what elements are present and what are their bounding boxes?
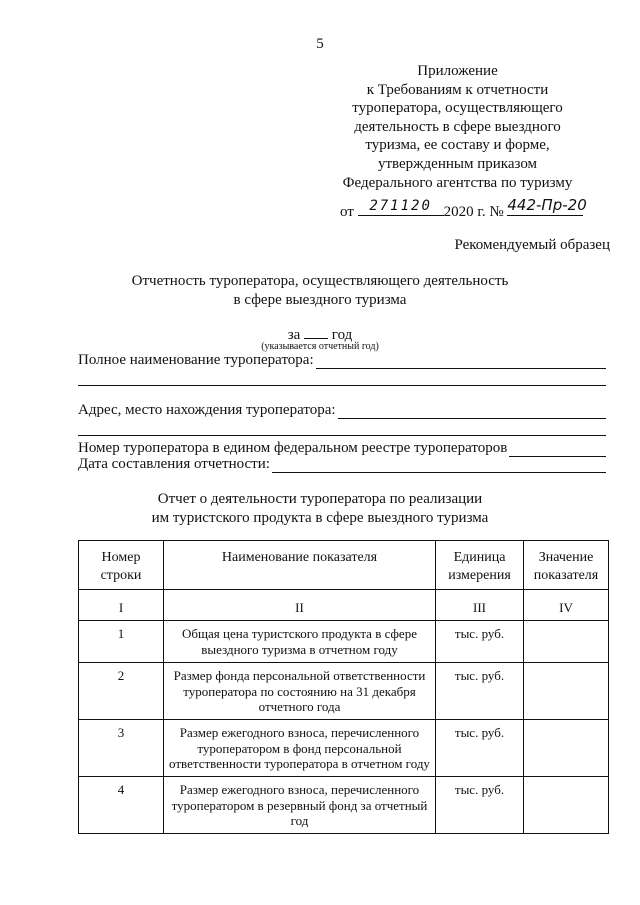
registry-number-row: [78, 440, 606, 457]
order-date-field: [358, 198, 444, 216]
order-date-handwritten: 271120: [369, 198, 432, 214]
report-title-line: Отчетность туроператора, осуществляющего деятельность: [131, 273, 509, 289]
address-label: Адрес, место нахождения туроператора:: [78, 402, 336, 418]
year-prefix: за: [287, 327, 301, 343]
report-table: [78, 540, 609, 834]
registry-number-label: Номер туроператора в едином федеральном реестре туроператоров: [78, 440, 508, 456]
row-indicator: Размер ежегодного взноса, перечисленного туроператором в фонд персональной ответственности туроператора в отчетном году: [164, 720, 436, 777]
row-indicator: Общая цена туристского продукта в сфере выездного туризма в отчетном году: [164, 621, 436, 663]
report-date-label: Дата составления отчетности:: [78, 456, 270, 472]
full-name-label: Полное наименование туроператора:: [78, 352, 314, 368]
table-roman-row: [79, 590, 609, 621]
table-row: [79, 777, 609, 834]
row-unit: тыс. руб.: [436, 720, 524, 777]
row-unit: тыс. руб.: [436, 777, 524, 834]
appendix-line: деятельность в сфере выездного: [354, 118, 561, 135]
row-value-cell[interactable]: [524, 777, 609, 834]
row-value-cell[interactable]: [524, 621, 609, 663]
header-value: Значение показателя: [524, 541, 609, 590]
order-number-field: [507, 196, 587, 216]
appendix-line: Приложение: [417, 63, 498, 79]
section-title-line: Отчет о деятельности туроператора по реализации: [157, 491, 483, 507]
roman-numeral: IV: [524, 590, 609, 621]
order-reference: [340, 196, 587, 221]
year-suffix: год: [331, 327, 353, 343]
appendix-header: [330, 62, 585, 192]
order-number-handwritten: 442-Пр-20: [507, 196, 587, 214]
row-unit: тыс. руб.: [436, 621, 524, 663]
header-row-number: Номер строки: [79, 541, 164, 590]
row-indicator: Размер ежегодного взноса, перечисленного туроператором в резервный фонд за отчетный год: [164, 777, 436, 834]
row-value-cell[interactable]: [524, 663, 609, 720]
sample-label: Рекомендуемый образец: [454, 237, 610, 253]
roman-numeral: I: [79, 590, 164, 621]
full-name-blank-continuation[interactable]: [78, 385, 606, 386]
row-number: 4: [79, 777, 164, 834]
address-blank-continuation[interactable]: [78, 435, 606, 436]
appendix-line: утвержденным приказом: [377, 155, 538, 172]
header-indicator: Наименование показателя: [164, 541, 436, 590]
roman-numeral: II: [164, 590, 436, 621]
table-row: [79, 621, 609, 663]
full-name-blank[interactable]: [316, 353, 606, 369]
address-blank[interactable]: [338, 403, 606, 419]
section-title: [0, 490, 640, 527]
report-title: [0, 272, 640, 309]
row-number: 2: [79, 663, 164, 720]
row-indicator: Размер фонда персональной ответственности туроператора по состоянию на 31 декабря отчетного года: [164, 663, 436, 720]
roman-numeral: III: [436, 590, 524, 621]
section-title-line: им туристского продукта в сфере выездного туризма: [151, 509, 489, 526]
appendix-line: туризма, ее составу и форме,: [365, 137, 550, 154]
row-value-cell[interactable]: [524, 720, 609, 777]
appendix-line: к Требованиям к отчетности: [366, 81, 549, 98]
appendix-line: Федерального агентства по туризму: [342, 174, 573, 191]
registry-number-blank[interactable]: [509, 441, 606, 457]
report-date-blank[interactable]: [272, 457, 606, 473]
table-row: [79, 663, 609, 720]
report-title-line: в сфере выездного туризма: [233, 291, 407, 308]
table-header-row: [79, 541, 609, 590]
order-from-label: от: [340, 204, 354, 220]
order-year-label: 2020 г. №: [443, 204, 504, 220]
row-unit: тыс. руб.: [436, 663, 524, 720]
address-row: [78, 402, 606, 419]
report-date-row: [78, 456, 606, 473]
page-number: 5: [316, 36, 324, 52]
appendix-line: туроператора, осуществляющего: [352, 100, 563, 117]
full-name-row: [78, 352, 606, 369]
row-number: 3: [79, 720, 164, 777]
table-row: [79, 720, 609, 777]
header-unit: Единица измерения: [436, 541, 524, 590]
year-blank-field[interactable]: [304, 324, 328, 339]
year-hint: (указывается отчетный год): [261, 341, 379, 352]
row-number: 1: [79, 621, 164, 663]
